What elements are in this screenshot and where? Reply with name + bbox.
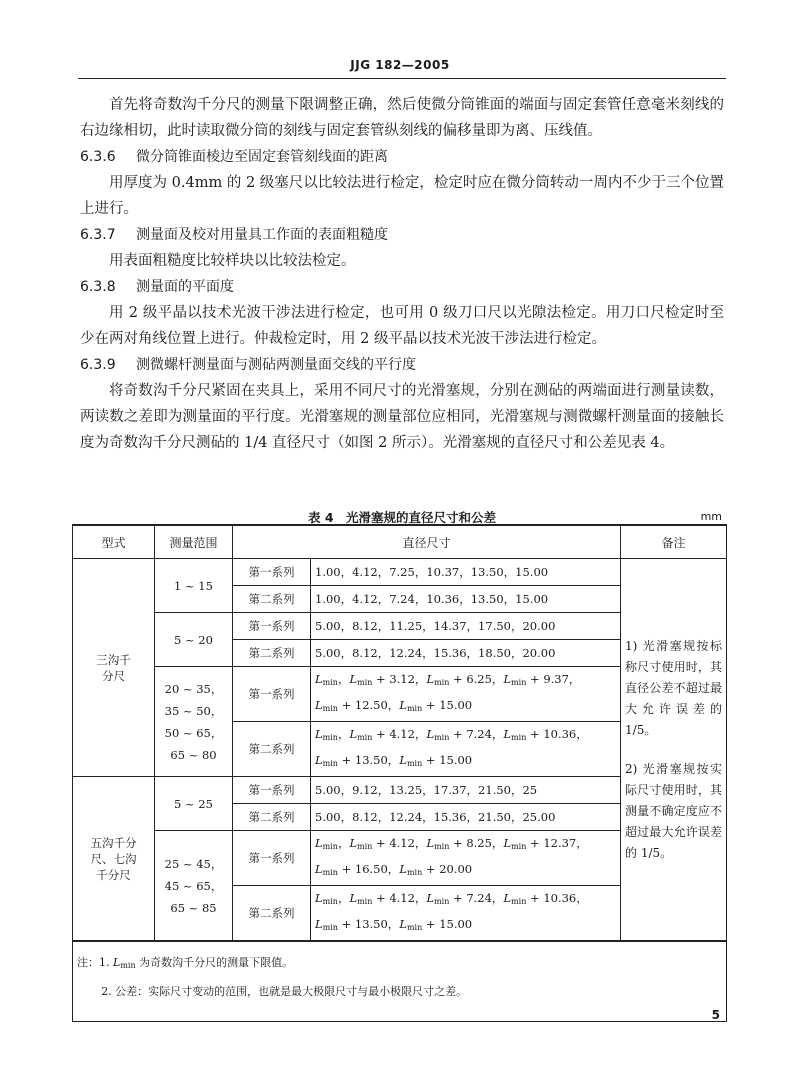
header-type: 型式 xyxy=(73,525,155,559)
section-title: 测量面及校对用量具工作面的表面粗糙度 xyxy=(136,227,388,243)
header-range: 测量范围 xyxy=(155,525,233,559)
diameter-formula: $L_{min}$，$L_{min} + 4.12$，$L_{min} + 7.24$，$L_{min} + 10.36$， $L_{min} + 13.50$，$L_{min} + 15.00$ xyxy=(311,722,621,777)
series-label: 第二系列 xyxy=(233,640,311,667)
series-label: 第一系列 xyxy=(233,831,311,886)
range-line: 35 ~ 50， xyxy=(164,703,223,718)
section-title: 微分筒锥面棱边至固定套管刻线面的距离 xyxy=(136,149,388,165)
range-cell: 5 ~ 25 xyxy=(155,777,233,831)
range-line: 20 ~ 35， xyxy=(164,681,223,696)
type-cell: 五沟千分尺、七沟千分尺 xyxy=(73,777,155,942)
series-label: 第一系列 xyxy=(233,559,311,586)
table-notes-row xyxy=(73,941,727,1022)
type-cell: 三沟千分尺 xyxy=(73,559,155,777)
section-heading-6-3-7 xyxy=(80,222,724,248)
range-cell: 1 ~ 15 xyxy=(155,559,233,613)
section-title: 测微螺杆测量面与测砧两测量面交线的平行度 xyxy=(136,357,416,373)
range-line: 45 ~ 65， xyxy=(164,878,223,893)
range-cell xyxy=(155,667,233,777)
diameter-formula: $L_{min}$，$L_{min} + 4.12$，$L_{min} + 7.24$，$L_{min} + 10.36$， $L_{min} + 13.50$，$L_{min} + 15.00$ xyxy=(311,886,621,942)
diameter-values: 5.00，8.12，12.24，15.36，18.50，20.00 xyxy=(311,640,621,667)
section-heading-6-3-9 xyxy=(80,352,724,378)
series-label: 第二系列 xyxy=(233,586,311,613)
diameter-formula: $L_{min}$，$L_{min} + 3.12$，$L_{min} + 6.25$，$L_{min} + 9.37$， $L_{min} + 12.50$，$L_{min} + 15.00$ xyxy=(311,667,621,722)
series-label: 第二系列 xyxy=(233,886,311,942)
diameter-formula: $L_{min}$，$L_{min} + 4.12$，$L_{min} + 8.25$，$L_{min} + 12.37$， $L_{min} + 16.50$，$L_{min} + 20.00$ xyxy=(311,831,621,886)
header-remarks: 备注 xyxy=(621,525,727,559)
table-header-row xyxy=(73,525,727,559)
range-cell: 5 ~ 20 xyxy=(155,613,233,667)
table-row xyxy=(73,559,727,586)
section-number: 6.3.9 xyxy=(80,357,116,373)
header-rule xyxy=(78,78,726,79)
range-line: 65 ~ 80 xyxy=(170,747,217,762)
series-label: 第二系列 xyxy=(233,804,311,831)
intro-paragraph: 首先将奇数沟千分尺的测量下限调整正确，然后使微分筒锥面的端面与固定套管任意毫米刻线的右边缘相切，此时读取微分筒的刻线与固定套管纵刻线的偏移量即为离、压线值。 xyxy=(80,97,724,139)
series-label: 第一系列 xyxy=(233,777,311,804)
section-heading-6-3-8 xyxy=(80,274,724,300)
diameter-values: 1.00，4.12，7.24，10.36，13.50，15.00 xyxy=(311,586,621,613)
section-title: 测量面的平面度 xyxy=(136,279,234,295)
section-heading-6-3-6 xyxy=(80,144,724,170)
note-2: 2. 公差：实际尺寸变动的范围，也就是最大极限尺寸与最小极限尺寸之差。 xyxy=(101,985,468,998)
section-number: 6.3.6 xyxy=(80,149,116,165)
table-notes xyxy=(73,941,727,1022)
remark-2: 2) 光滑塞规按实际尺寸使用时，其测量不确定度应不超过最大允许误差的 1/5。 xyxy=(625,761,723,860)
range-line: 25 ~ 45， xyxy=(164,856,223,871)
section-number: 6.3.7 xyxy=(80,227,116,243)
series-label: 第一系列 xyxy=(233,613,311,640)
body-text xyxy=(80,92,724,456)
remarks-cell xyxy=(621,559,727,942)
series-label: 第二系列 xyxy=(233,722,311,777)
section-body-6-3-8: 用 2 级平晶以技术光波干涉法进行检定，也可用 0 级刀口尺以光隙法检定。用刀口尺检定时至少在两对角线位置上进行。仲裁检定时，用 2 级平晶以技术光波干涉法进行检定。 xyxy=(80,305,724,347)
diameter-values: 1.00，4.12，7.25，10.37，13.50，15.00 xyxy=(311,559,621,586)
section-number: 6.3.8 xyxy=(80,279,116,295)
spec-table xyxy=(72,524,727,1022)
table-unit: mm xyxy=(700,510,722,523)
table-caption: 表 4 光滑塞规的直径尺寸和公差 xyxy=(307,510,497,525)
range-line: 65 ~ 85 xyxy=(170,900,217,915)
section-body-6-3-6: 用厚度为 0.4mm 的 2 级塞尺以比较法进行检定，检定时应在微分筒转动一周内不少于三个位置上进行。 xyxy=(80,175,724,217)
diameter-values: 5.00，8.12，12.24，15.36，21.50，25.00 xyxy=(311,804,621,831)
page-number: 5 xyxy=(711,1008,720,1022)
header-diameter: 直径尺寸 xyxy=(233,525,621,559)
note-1: 注：1. $L_{min}$ 为奇数沟千分尺的测量下限值。 xyxy=(77,956,294,970)
diameter-values: 5.00，9.12，13.25，17.37，21.50，25 xyxy=(311,777,621,804)
diameter-values: 5.00，8.12，11.25，14.37，17.50，20.00 xyxy=(311,613,621,640)
range-cell xyxy=(155,831,233,942)
remark-1: 1) 光滑塞规按标称尺寸使用时，其直径公差不超过最大允许误差的 1/5。 xyxy=(625,638,723,737)
section-body-6-3-9: 将奇数沟千分尺紧固在夹具上，采用不同尺寸的光滑塞规，分别在测砧的两端面进行测量读数，两读数之差即为测量面的平行度。光滑塞规的测量部位应相同，光滑塞规与测微螺杆测量面的接触长度为奇数沟千分尺测砧的 1/4 直径尺寸（如图 2 所示）。光滑塞规的直径尺寸和公差见表 4。 xyxy=(80,383,724,451)
range-line: 50 ~ 65， xyxy=(164,725,223,740)
series-label: 第一系列 xyxy=(233,667,311,722)
section-body-6-3-7: 用表面粗糙度比较样块以比较法检定。 xyxy=(109,253,356,269)
page-header: JJG 182—2005 xyxy=(350,58,450,72)
